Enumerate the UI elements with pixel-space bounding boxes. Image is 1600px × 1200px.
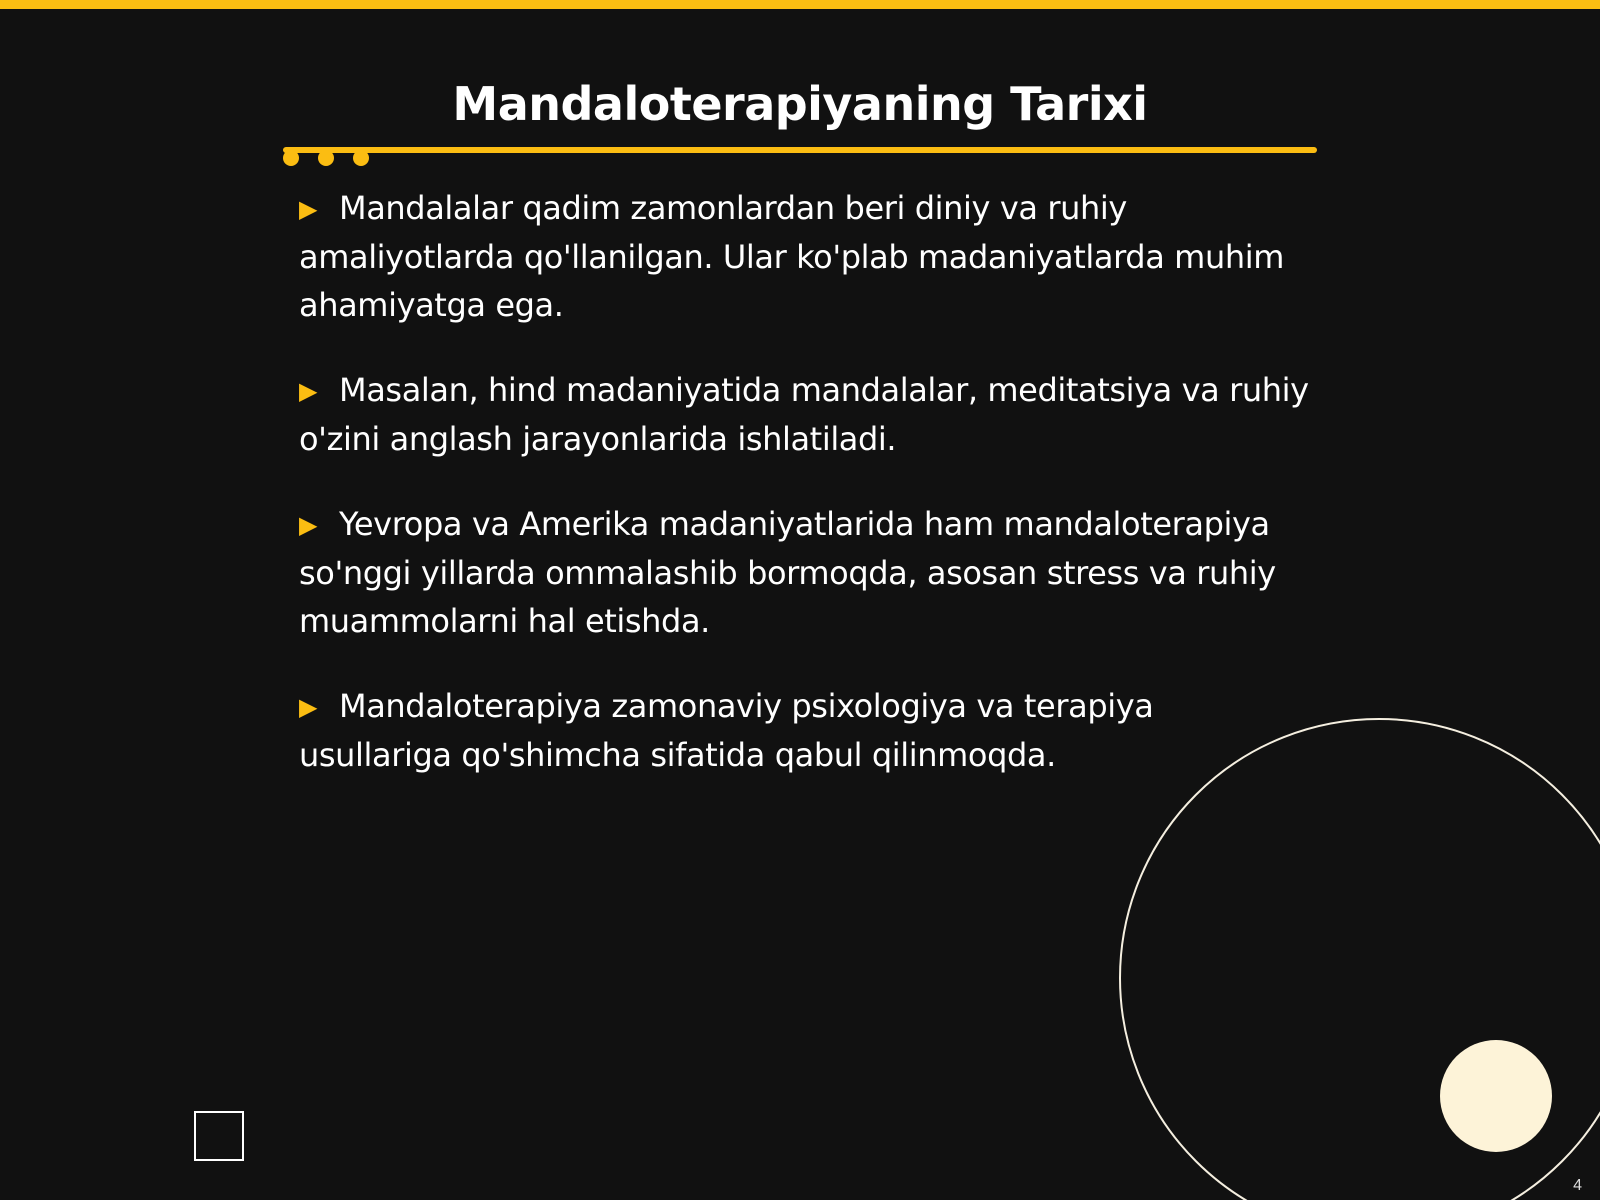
bullet-item <box>299 500 1309 645</box>
bullet-item <box>299 184 1309 329</box>
bullet-item <box>299 366 1309 463</box>
decorative-square <box>194 1111 244 1161</box>
bullet-arrow-icon: ▶ <box>299 693 318 721</box>
bullet-arrow-icon: ▶ <box>299 195 318 223</box>
slide-title: Mandaloterapiyaning Tarixi <box>452 77 1148 131</box>
title-underline <box>283 147 1317 153</box>
bullet-text: Yevropa va Amerika madaniyatlarida ham mandaloterapiya so'nggi yillarda ommalashib bormoqda, asosan stress va ruhiy muammolarni hal etishda. <box>299 505 1276 640</box>
bullet-arrow-icon: ▶ <box>299 377 318 405</box>
bullet-text: Masalan, hind madaniyatida mandalalar, meditatsiya va ruhiy o'zini anglash jarayonlarida ishlatiladi. <box>299 371 1309 458</box>
page-number: 4 <box>1573 1177 1582 1194</box>
top-accent-bar <box>0 0 1600 9</box>
bullet-text: Mandalalar qadim zamonlardan beri diniy va ruhiy amaliyotlarda qo'llanilgan. Ular ko'plab madaniyatlarda muhim ahamiyatga ega. <box>299 189 1284 324</box>
decorative-dot <box>353 150 369 166</box>
bullet-item <box>299 682 1309 779</box>
bullet-arrow-icon: ▶ <box>299 511 318 539</box>
decorative-dot <box>318 150 334 166</box>
decorative-dot <box>283 150 299 166</box>
bullet-list <box>299 184 1309 816</box>
bullet-text: Mandaloterapiya zamonaviy psixologiya va terapiya usullariga qo'shimcha sifatida qabul qilinmoqda. <box>299 687 1154 774</box>
decorative-circle-filled <box>1440 1040 1552 1152</box>
